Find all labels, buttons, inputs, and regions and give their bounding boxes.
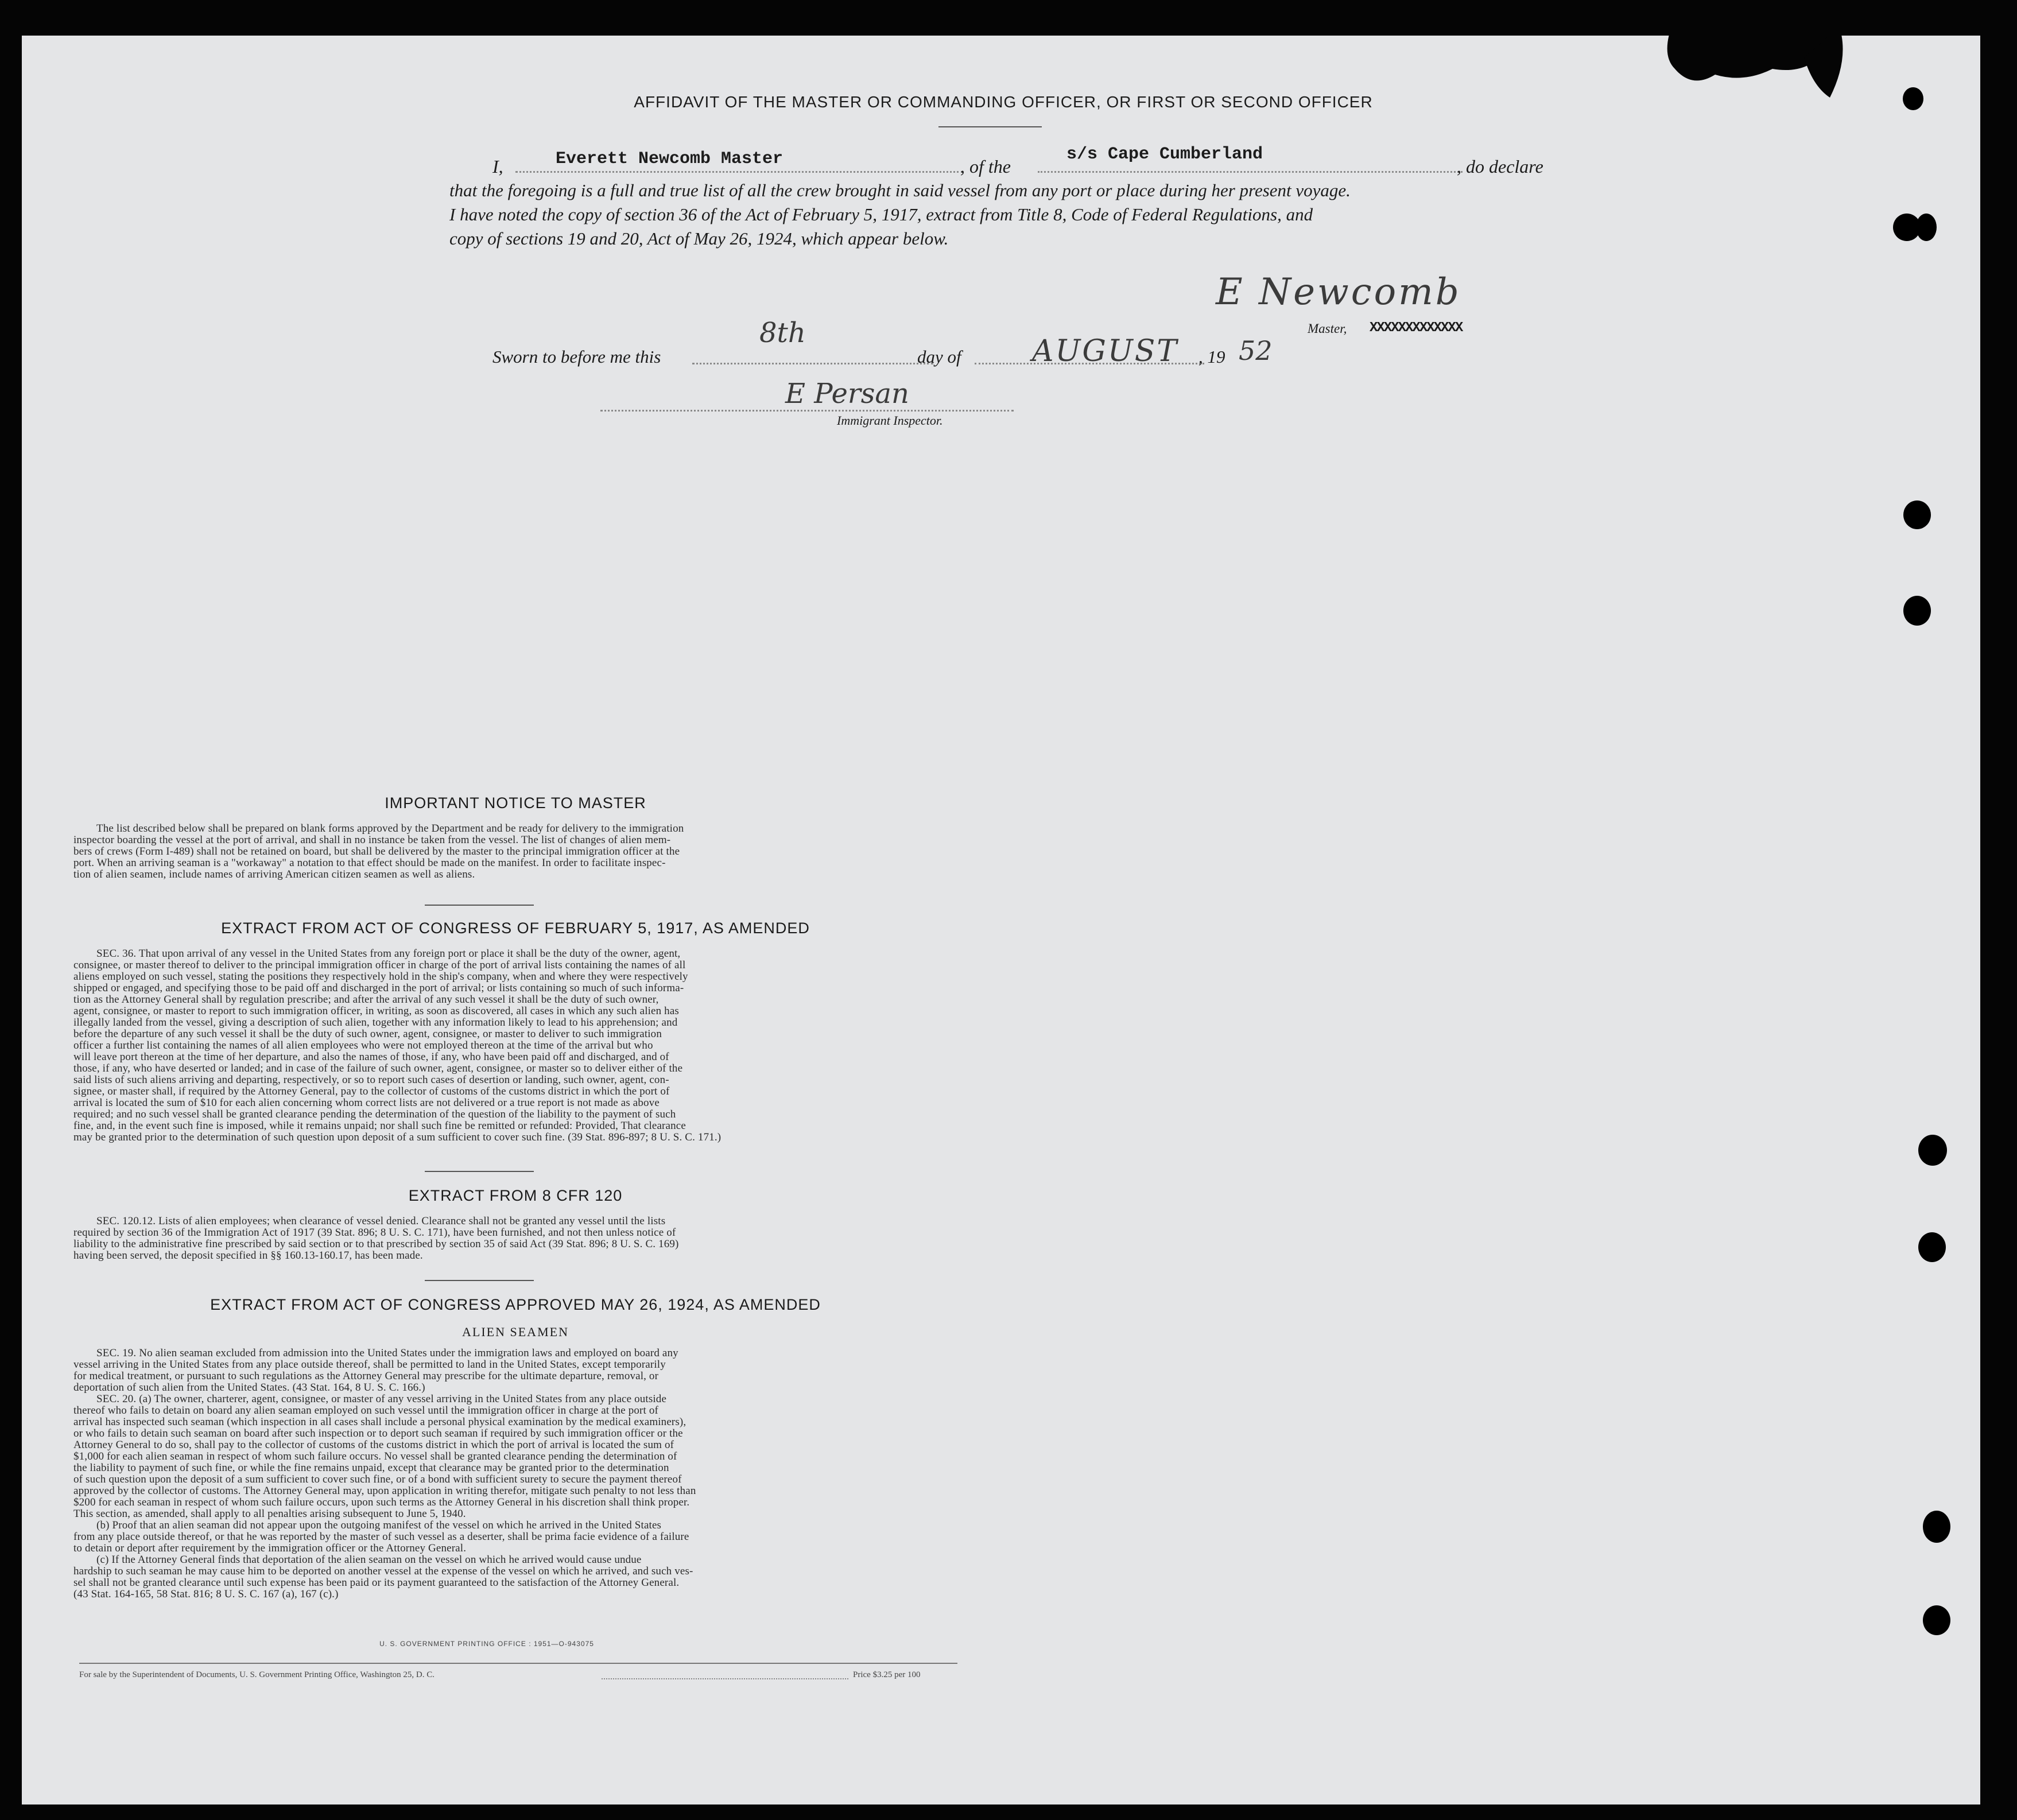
printing-office-note: U. S. GOVERNMENT PRINTING OFFICE : 1951—O-943075 [379, 1640, 594, 1648]
punch-hole [1903, 500, 1931, 529]
extract-1924-line: sel shall not be granted clearance until such expense has been paid or its payment guaranteed to the satisfaction of the Attorney General. [73, 1577, 680, 1589]
extract-cfr-line: liability to the administrative fine prescribed by said section or to that prescribed by section 35 of said Act (39 Stat. 896; 8 U. S. C. 169) [73, 1238, 679, 1250]
extract-1924-line: approved by the collector of customs. The Attorney General may, upon application in writing therefor, mitigate such penalty to not less than [73, 1485, 696, 1497]
section-divider [425, 905, 534, 906]
extract-1924-line: the liability to payment of such fine, or while the fine remains unpaid, except that clearance may be granted prior to the determination [73, 1462, 669, 1474]
sworn-label: Sworn to before me this [492, 347, 661, 367]
punch-hole [1916, 214, 1937, 241]
do-declare-label: , do declare [1457, 156, 1543, 177]
punch-hole [1903, 596, 1931, 626]
torn-corner-mark [1658, 36, 1853, 98]
extract-cfr-title: EXTRACT FROM 8 CFR 120 [408, 1187, 623, 1204]
inspector-signature: E Persan [785, 378, 909, 410]
extract-cfr-line: having been served, the deposit specified in §§ 160.13-160.17, has been made. [73, 1249, 423, 1262]
vessel-name-value: s/s Cape Cumberland [1066, 145, 1263, 164]
extract-cfr-line: required by section 36 of the Immigration Act of 1917 (39 Stat. 896; 8 U. S. C. 171), have been furnished, and not then unless notice of [73, 1227, 676, 1239]
extract-1917-line: agent, consignee, or master to report to such immigration officer, in writing, as soon as discovered, all cases in which any such alien has [73, 1005, 679, 1017]
extract-1924-line: (c) If the Attorney General finds that deportation of the alien seaman on the vessel on which he arrived would cause undue [96, 1554, 642, 1566]
notice-body [73, 823, 952, 880]
extract-1917-line: may be granted prior to the determination of such question upon deposit of a sum sufficient to cover such fine. (39 Stat. 896-897; 8 U. S. C. 171.) [73, 1131, 722, 1143]
month-value: AUGUST [1032, 334, 1179, 368]
title-divider [938, 126, 1042, 127]
footer-leader-dots [602, 1678, 848, 1679]
master-name-value: Everett Newcomb Master [556, 149, 783, 169]
day-value: 8th [759, 317, 806, 349]
notice-title: IMPORTANT NOTICE TO MASTER [385, 794, 646, 812]
master-label: Master, [1308, 321, 1347, 336]
master-signature: E Newcomb [1216, 271, 1461, 313]
extract-1917-line: arrival is located the sum of $10 for each alien concerning whom correct lists are not delivered or a true report is not made as above [73, 1097, 660, 1109]
master-struck-text: XXXXXXXXXXXXX [1370, 320, 1463, 336]
extract-1917-line: those, if any, who have deserted or landed; and in case of the failure of such owner, agent, consignee, or master so to deliver either of the [73, 1062, 683, 1074]
extract-1917-line: will leave port thereon at the time of her departure, and also the names of those, if any, who have been paid off and discharged, and of [73, 1051, 669, 1063]
declaration-line-3: I have noted the copy of section 36 of the Act of February 5, 1917, extract from Title 8, Code of Federal Regulations, and [449, 204, 1313, 224]
notice-line: port. When an arriving seaman is a "workaway" a notation to that effect should be made on the manifest. In order to facilitate inspec- [73, 857, 666, 869]
extract-1924-line: SEC. 19. No alien seaman excluded from admission into the United States under the immigration laws and employed on board any [96, 1347, 678, 1359]
extract-1924-line: for medical treatment, or pursuant to such regulations as the Attorney General may prescribe for the ultimate departure, removal, or [73, 1370, 659, 1382]
extract-1924-line: arrival has inspected such seaman (which inspection in all cases shall include a personal physical examination by the medical examiners), [73, 1416, 686, 1428]
of-the-label: , of the [960, 156, 1011, 177]
section-divider [425, 1171, 534, 1172]
extract-1917-line: officer a further list containing the names of all alien employees who were not employed thereon at the time of the arrival but who [73, 1039, 653, 1051]
day-field-line [692, 363, 933, 364]
punch-hole [1918, 1232, 1946, 1262]
extract-1924-line: This section, as amended, shall apply to all penalties arising subsequent to June 5, 1940. [73, 1508, 466, 1520]
footer-rule [79, 1663, 957, 1664]
extract-1924-line: from any place outside thereof, or that he was reported by the master of such vessel as a deserter, shall be prima facie evidence of a failure [73, 1531, 689, 1543]
extract-1924-line: of such question upon the deposit of a sum sufficient to cover such fine, or of a bond with sufficient surety to secure the payment thereof [73, 1473, 682, 1485]
extract-1917-line: illegally landed from the vessel, giving a description of such alien, together with any information likely to lead to his apprehension; and [73, 1016, 678, 1029]
extract-1924-line: SEC. 20. (a) The owner, charterer, agent, consignee, or master of any vessel arriving in the United States from any place outside [96, 1393, 667, 1405]
extract-1924-line: $200 for each seaman in respect of whom such failure occurs, upon such terms as the Attorney General in his discretion shall think proper. [73, 1496, 690, 1508]
inspector-field-line [600, 410, 1014, 412]
extract-1917-line: signee, or master shall, if required by the Attorney General, pay to the collector of customs of the customs district in which the port of [73, 1085, 670, 1097]
punch-hole [1903, 87, 1923, 110]
extract-1924-line: or who fails to detain such seaman on board after such inspection or to deport such seaman if required by such immigration officer or the [73, 1427, 683, 1439]
extract-cfr-line: SEC. 120.12. Lists of alien employees; when clearance of vessel denied. Clearance shall not be granted any vessel until the lists [96, 1215, 666, 1227]
extract-1917-line: aliens employed on such vessel, stating the positions they respectively hold in the ship's company, when and where they were respectively [73, 971, 688, 983]
extract-1924-line: to detain or deport after requirement by the immigration officer or the Attorney General. [73, 1542, 467, 1554]
punch-hole [1923, 1605, 1950, 1635]
notice-line: The list described below shall be prepared on blank forms approved by the Department and be ready for delivery to the immigration [96, 822, 684, 835]
name-field-line [515, 171, 963, 173]
i-label: I, [492, 156, 503, 177]
extract-1924-body [73, 1348, 952, 1600]
affidavit-title: AFFIDAVIT OF THE MASTER OR COMMANDING OFFICER, OR FIRST OR SECOND OFFICER [634, 93, 1373, 111]
extract-1917-line: required; and no such vessel shall be granted clearance pending the determination of the question of the liability to the payment of such [73, 1108, 676, 1120]
notice-line: tion of alien seamen, include names of arriving American citizen seamen as well as aliens. [73, 868, 475, 880]
punch-hole [1918, 1135, 1947, 1166]
extract-1924-line: vessel arriving in the United States from any place outside thereof, shall be permitted to land in the United States, except temporarily [73, 1359, 666, 1371]
extract-1917-line: said lists of such aliens arriving and departing, respectively, or so to report such cases of desertion or landing, such owner, agent, con- [73, 1074, 669, 1086]
for-sale-note: For sale by the Superintendent of Documents, U. S. Government Printing Office, Washington 25, D. C. [79, 1670, 435, 1679]
document-page [22, 36, 1980, 1805]
declaration-line-2: that the foregoing is a full and true list of all the crew brought in said vessel from any port or place during her present voyage. [449, 180, 1351, 200]
section-divider [425, 1280, 534, 1281]
extract-1924-line: Attorney General to do so, shall pay to the collector of customs of the customs district in which the port of arrival is located the sum of [73, 1439, 674, 1451]
extract-1917-line: fine, and, in the event such fine is imposed, while it remains unpaid; nor shall such fine be remitted or refunded: Provided, That clearance [73, 1120, 686, 1132]
notice-line: bers of crews (Form I-489) shall not be retained on board, but shall be delivered by the master to the principal immigration officer at the [73, 845, 680, 857]
extract-1917-line: consignee, or master thereof to deliver to the principal immigration officer in charge of the port of arrival lists containing the names of all [73, 959, 686, 971]
extract-1924-line: deportation of such alien from the United States. (43 Stat. 164, 8 U. S. C. 166.) [73, 1382, 425, 1394]
vessel-field-line [1038, 171, 1463, 173]
extract-1917-line: shipped or engaged, and specifying those to be paid off and discharged in the port of arrival; or lists containing so much of such informa- [73, 982, 684, 994]
extract-1924-line: hardship to such seaman he may cause him to be deported on another vessel at the expense of the vessel on which he arrived, and such ves- [73, 1565, 693, 1577]
extract-cfr-body [73, 1216, 952, 1262]
year-suffix: 52 [1239, 335, 1273, 366]
extract-1924-subtitle: ALIEN SEAMEN [462, 1325, 569, 1339]
declaration-line-4: copy of sections 19 and 20, Act of May 26, 1924, which appear below. [449, 228, 949, 249]
extract-1917-body [73, 948, 952, 1143]
day-of-label: day of [917, 347, 961, 367]
price-note: Price $3.25 per 100 [853, 1670, 921, 1679]
extract-1924-line: (43 Stat. 164-165, 58 Stat. 816; 8 U. S. C. 167 (a), 167 (c).) [73, 1588, 339, 1600]
extract-1924-line: thereof who fails to detain on board any alien seaman employed on such vessel until the immigration officer in charge at the port of [73, 1404, 658, 1417]
extract-1924-line: $1,000 for each alien seaman in respect of whom such failure occurs. No vessel shall be granted clearance pending the determination of [73, 1450, 677, 1462]
extract-1917-line: tion as the Attorney General shall by regulation prescribe; and after the arrival of any such vessel it shall be the duty of such owner, [73, 994, 659, 1006]
extract-1917-title: EXTRACT FROM ACT OF CONGRESS OF FEBRUARY 5, 1917, AS AMENDED [221, 919, 810, 937]
extract-1917-line: before the departure of any such vessel it shall be the duty of such owner, agent, consignee, or master to deliver to such immigration [73, 1028, 662, 1040]
year-prefix: , 19 [1198, 347, 1225, 367]
extract-1924-line: (b) Proof that an alien seaman did not appear upon the outgoing manifest of the vessel on which he arrived in the United States [96, 1519, 662, 1531]
extract-1917-line: SEC. 36. That upon arrival of any vessel in the United States from any foreign port or place it shall be the duty of the owner, agent, [96, 948, 681, 960]
inspector-label: Immigrant Inspector. [837, 413, 943, 428]
extract-1924-title: EXTRACT FROM ACT OF CONGRESS APPROVED MAY 26, 1924, AS AMENDED [210, 1296, 821, 1313]
notice-line: inspector boarding the vessel at the port of arrival, and shall in no instance be taken from the vessel. The list of changes of alien mem- [73, 834, 671, 846]
punch-hole [1923, 1511, 1950, 1543]
